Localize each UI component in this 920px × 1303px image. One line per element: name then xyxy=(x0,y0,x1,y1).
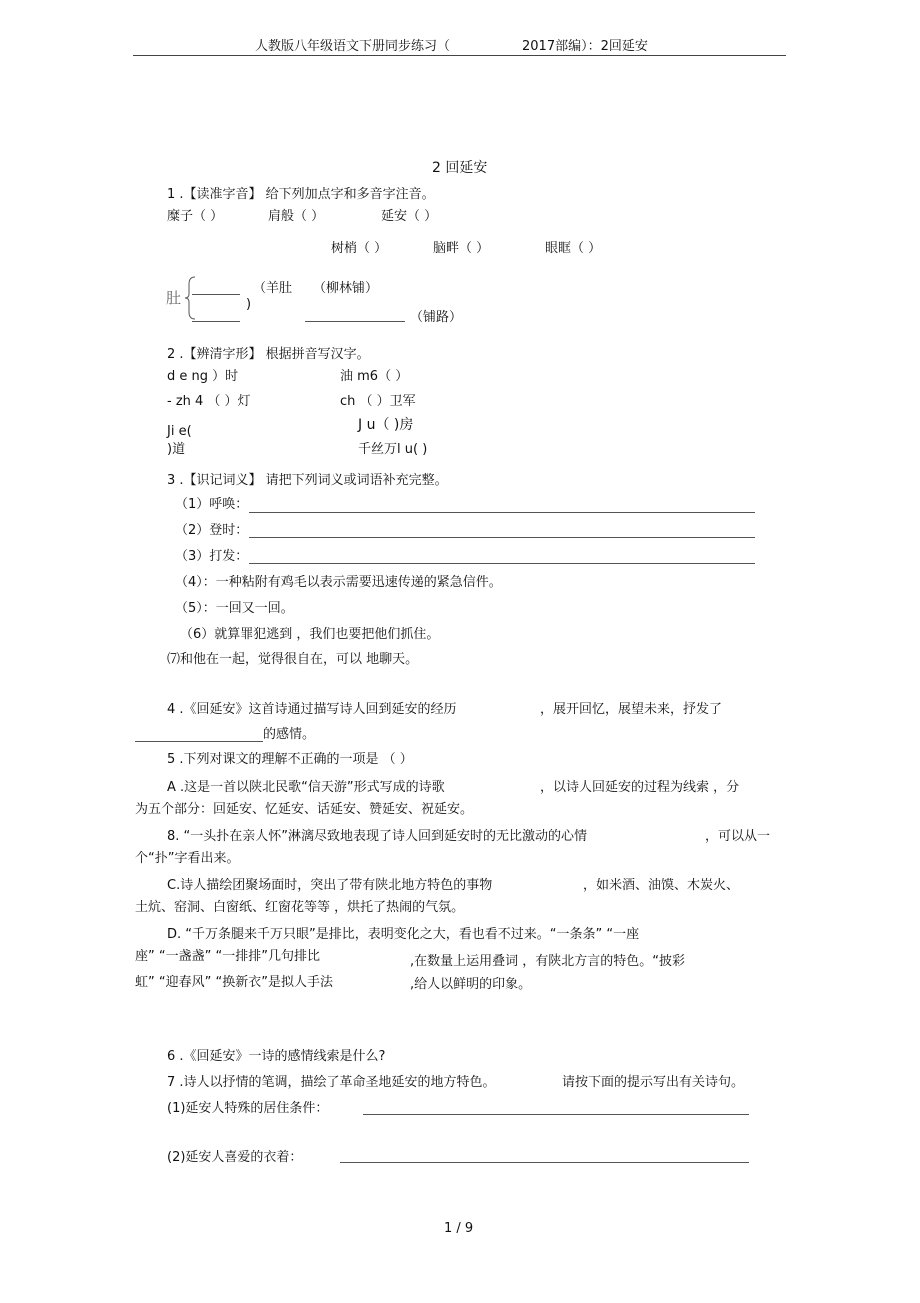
answer-line xyxy=(249,563,755,564)
q3-heading: 3 .【识记词义】 请把下列词义或词语补充完整。 xyxy=(167,473,448,488)
q3-item: （1）呼唤： xyxy=(175,497,249,512)
q7-item: (2)延安人喜爱的衣着： xyxy=(167,1150,303,1165)
q5-heading: 5 .下列对课文的理解不正确的一项是 （ ） xyxy=(167,752,413,767)
answer-line xyxy=(363,1114,749,1115)
q5-option-a: 为五个部分：回延安、忆延安、话延安、赞延安、祝延安。 xyxy=(135,802,474,817)
q5-option-d: D. “千万条腿来千万只眼”是排比，表明变化之大，看也看不过来。“一条条” “一座 xyxy=(167,927,640,942)
q2-item: J u（ )房 xyxy=(358,417,414,433)
q2-item: d e ng ）时 xyxy=(167,369,239,384)
q5-option-d: ,给人以鲜明的印象。 xyxy=(410,977,532,992)
q7-item: (1)延安人特殊的居住条件： xyxy=(167,1101,329,1116)
answer-line xyxy=(305,321,405,322)
page-title: 2 回延安 xyxy=(432,160,488,176)
polyphone-char: 肚 xyxy=(166,289,182,307)
q2-item: - zh 4 （ ）灯 xyxy=(167,394,251,409)
answer-line xyxy=(340,1162,749,1163)
q5-option-a: ，以诗人回延安的过程为线索 ，分 xyxy=(540,780,740,795)
header-rule xyxy=(133,55,786,56)
q3-item: ⑺和他在一起，觉得很自在，可以 地聊天。 xyxy=(167,652,419,667)
page-number: 1 / 9 xyxy=(444,1221,474,1236)
q3-item: （2）登时： xyxy=(175,523,249,538)
q5-option-b: 个“扑”字看出来。 xyxy=(135,851,240,866)
q2-heading: 2 .【辨清字形】 根据拼音写汉字。 xyxy=(167,347,370,362)
q2-item: )道 xyxy=(167,442,186,457)
q7-heading: 请按下面的提示写出有关诗句。 xyxy=(562,1075,745,1090)
q5-option-c: C.诗人描绘团聚场面时，突出了带有陕北地方特色的事物 xyxy=(167,878,493,893)
q5-option-c: 土炕、窑洞、白窗纸、红窗花等等 ，烘托了热闹的气氛。 xyxy=(135,900,465,915)
answer-line xyxy=(192,321,240,322)
polyphone-item: （羊肚 xyxy=(253,281,293,296)
q2-item: Ji e( xyxy=(167,424,192,439)
answer-line xyxy=(192,294,240,295)
q3-item: （3）打发： xyxy=(175,549,249,564)
q3-item: （5）：一回又一回。 xyxy=(175,601,294,616)
q1-item: 肩般（ ） xyxy=(268,209,325,224)
q4-text: 的感情。 xyxy=(263,727,316,742)
polyphone-item: （铺路） xyxy=(410,310,463,325)
q2-item: ch （ ）卫军 xyxy=(340,394,416,409)
q1-item: 糜子（ ） xyxy=(167,209,224,224)
brace-icon xyxy=(184,276,196,320)
q5-option-c: ，如米酒、油馍、木炭火、 xyxy=(583,878,740,893)
q1-item: 眼眶（ ） xyxy=(545,241,602,256)
q5-option-b: ，可以从一 xyxy=(705,829,771,844)
q1-heading: 1 .【读准字音】 给下列加点字和多音字注音。 xyxy=(167,187,435,202)
q1-item: 脑畔（ ） xyxy=(433,241,490,256)
q5-option-d: 虹” “迎春风” “换新衣”是拟人手法 xyxy=(135,975,333,990)
header-left: 人教版八年级语文下册同步练习（ xyxy=(255,39,451,54)
q5-option-a: A .这是一首以陕北民歌“信天游”形式写成的诗歌 xyxy=(167,780,445,795)
polyphone-item: （柳林铺） xyxy=(313,281,379,296)
q3-item: （6）就算罪犯逃到 ，我们也要把他们抓住。 xyxy=(180,627,440,642)
q1-item: 延安（ ） xyxy=(381,209,438,224)
q4-text: ，展开回忆，展望未来，抒发了 xyxy=(540,702,723,717)
q6-text: 6 .《回延安》一诗的感情线索是什么? xyxy=(167,1049,386,1064)
polyphone-item: ) xyxy=(246,297,252,312)
q2-item: 油 m6（ ） xyxy=(340,369,409,384)
q5-option-d: ,在数量上运用叠词 ，有陕北方言的特色。“披彩 xyxy=(410,954,685,969)
answer-line xyxy=(135,741,263,742)
answer-line xyxy=(249,537,755,538)
q5-option-d: 座” “一盏盏” “一排排”几句排比 xyxy=(135,949,320,964)
q1-item: 树梢（ ） xyxy=(331,241,388,256)
q3-item: （4）：一种粘附有鸡毛以表示需要迅速传递的紧急信件。 xyxy=(175,575,502,590)
q5-option-b: 8. “一头扑在亲人怀”淋漓尽致地表现了诗人回到延安时的无比激动的心情 xyxy=(167,829,588,844)
answer-line xyxy=(249,512,755,513)
header-right: 2017部编）：2回延安 xyxy=(522,39,648,54)
q2-item: 千丝万l u( ) xyxy=(358,442,428,457)
q7-heading: 7 .诗人以抒情的笔调，描绘了革命圣地延安的地方特色。 xyxy=(167,1075,496,1090)
q4-text: 4 .《回延安》这首诗通过描写诗人回到延安的经历 xyxy=(167,702,457,717)
